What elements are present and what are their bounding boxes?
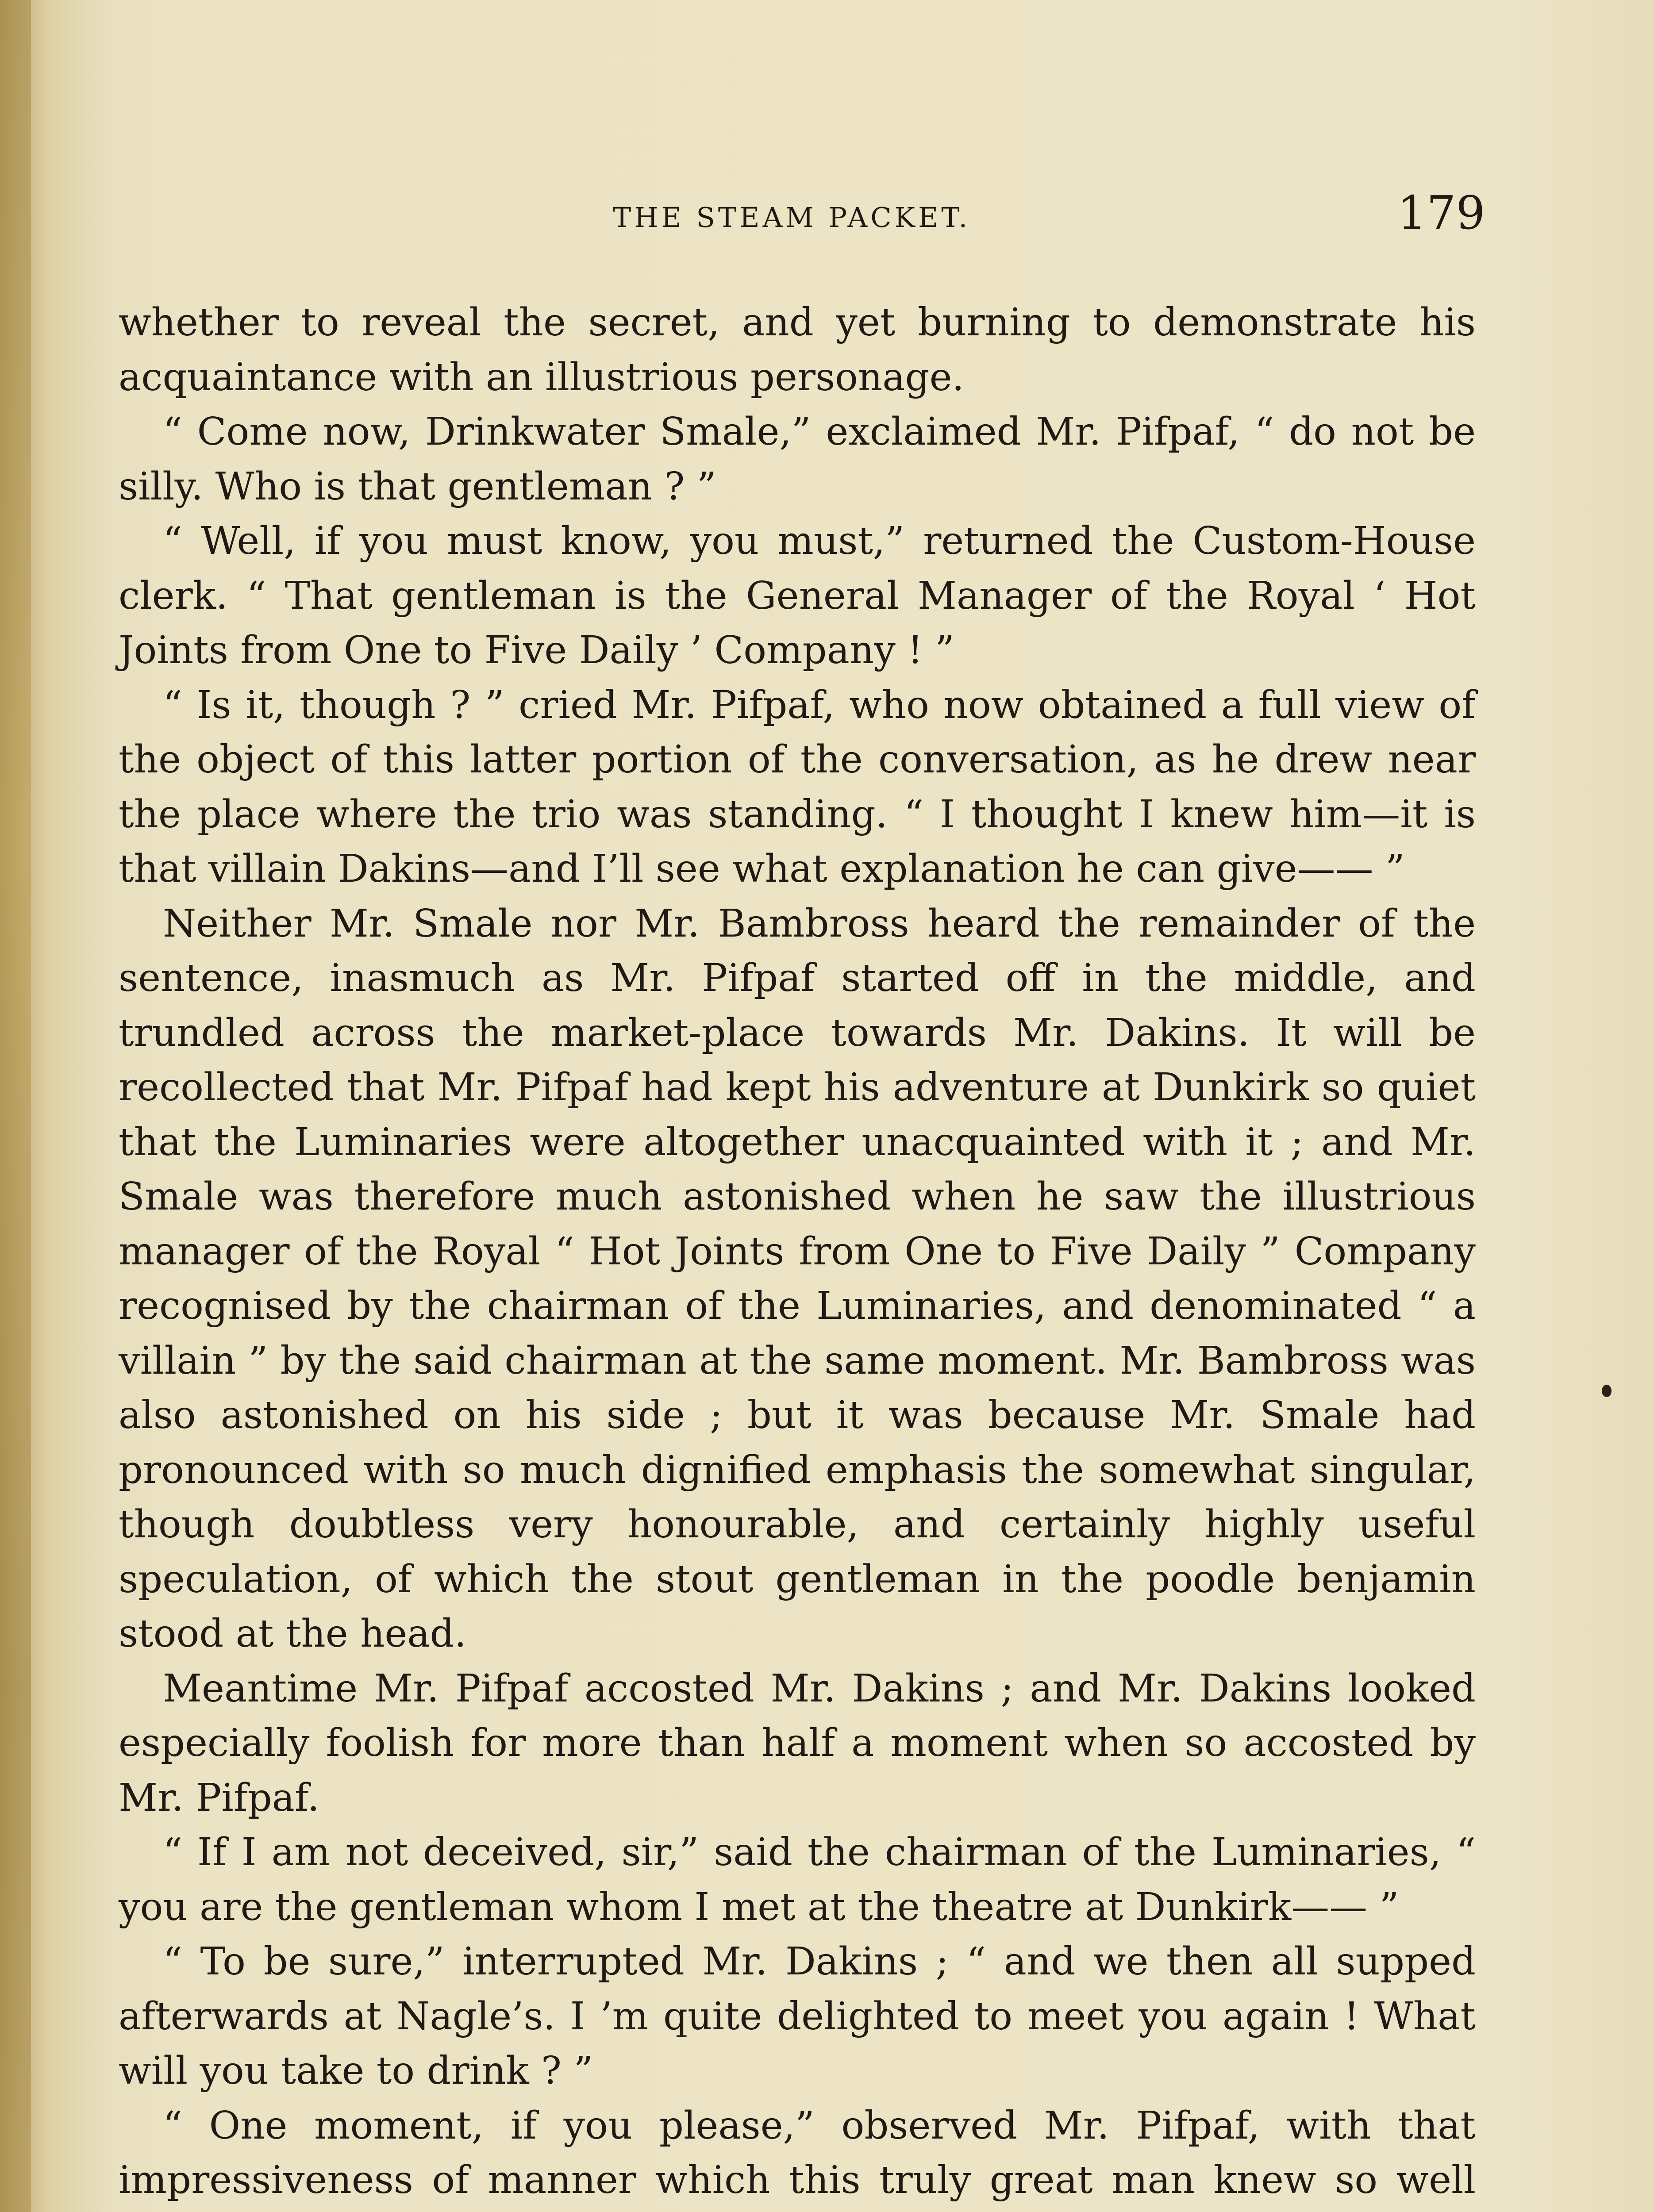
body-text xyxy=(119,296,1476,2212)
paragraph: “ Come now, Drinkwater Smale,” exclaimed Mr. Pifpaf, “ do not be silly. Who is that gentleman ? ” xyxy=(119,410,1476,509)
ink-speck xyxy=(1602,1385,1612,1397)
paragraph: “ Well, if you must know, you must,” returned the Custom-House clerk. “ That gentleman is the General Manager of the Royal ‘ Hot Joints from One to Five Daily ’ Company ! ” xyxy=(119,519,1476,672)
paragraph: “ Is it, though ? ” cried Mr. Pifpaf, who now obtained a full view of the object of this latter portion of the conversation, as he drew near the place where the trio was standing. “ I thought I knew him—it is that villain Dakins—and I’ll see what explanation he can give—— ” xyxy=(119,683,1476,891)
paragraph: whether to reveal the secret, and yet burning to demonstrate his acquaintance with an illustrious personage. xyxy=(119,300,1476,399)
running-head: THE STEAM PACKET. xyxy=(613,201,971,234)
paragraph: Meantime Mr. Pifpaf accosted Mr. Dakins ; and Mr. Dakins looked especially foolish for more than half a moment when so accosted by Mr. Pifpaf. xyxy=(119,1666,1476,1820)
page-number: 179 xyxy=(1397,186,1485,240)
paragraph: “ If I am not deceived, sir,” said the chairman of the Luminaries, “ you are the gentleman whom I met at the theatre at Dunkirk—— ” xyxy=(119,1830,1476,1929)
paragraph: “ One moment, if you please,” observed Mr. Pifpaf, with that impressiveness of manner which this truly great man knew so well xyxy=(119,2103,1476,2202)
page-edge-binding xyxy=(0,0,31,2212)
paragraph: “ To be sure,” interrupted Mr. Dakins ; “ and we then all supped afterwards at Nagle’s. I ’m quite delighted to meet you again ! What will you take to drink ? ” xyxy=(119,1939,1476,2093)
paragraph: Neither Mr. Smale nor Mr. Bambross heard the remainder of the sentence, inasmuch as Mr. Pifpaf started off in the middle, and trundled across the market-place towards Mr. Dakins. It will be recollected that Mr. Pifpaf had kept his adventure at Dunkirk so quiet that the Luminaries were altogether unacquainted with it ; and Mr. Smale was therefore much astonished when he saw the illustrious manager of the Royal “ Hot Joints from One to Five Daily ” Company recognised by the chairman of the Luminaries, and denominated “ a villain ” by the said chairman at the same moment. Mr. Bambross was also astonished on his side ; but it was because Mr. Smale had pronounced with so much dignified emphasis the somewhat singular, though doubtless very honourable, and certainly highly useful speculation, of which the stout gentleman in the poodle benjamin stood at the head. xyxy=(119,901,1476,1656)
